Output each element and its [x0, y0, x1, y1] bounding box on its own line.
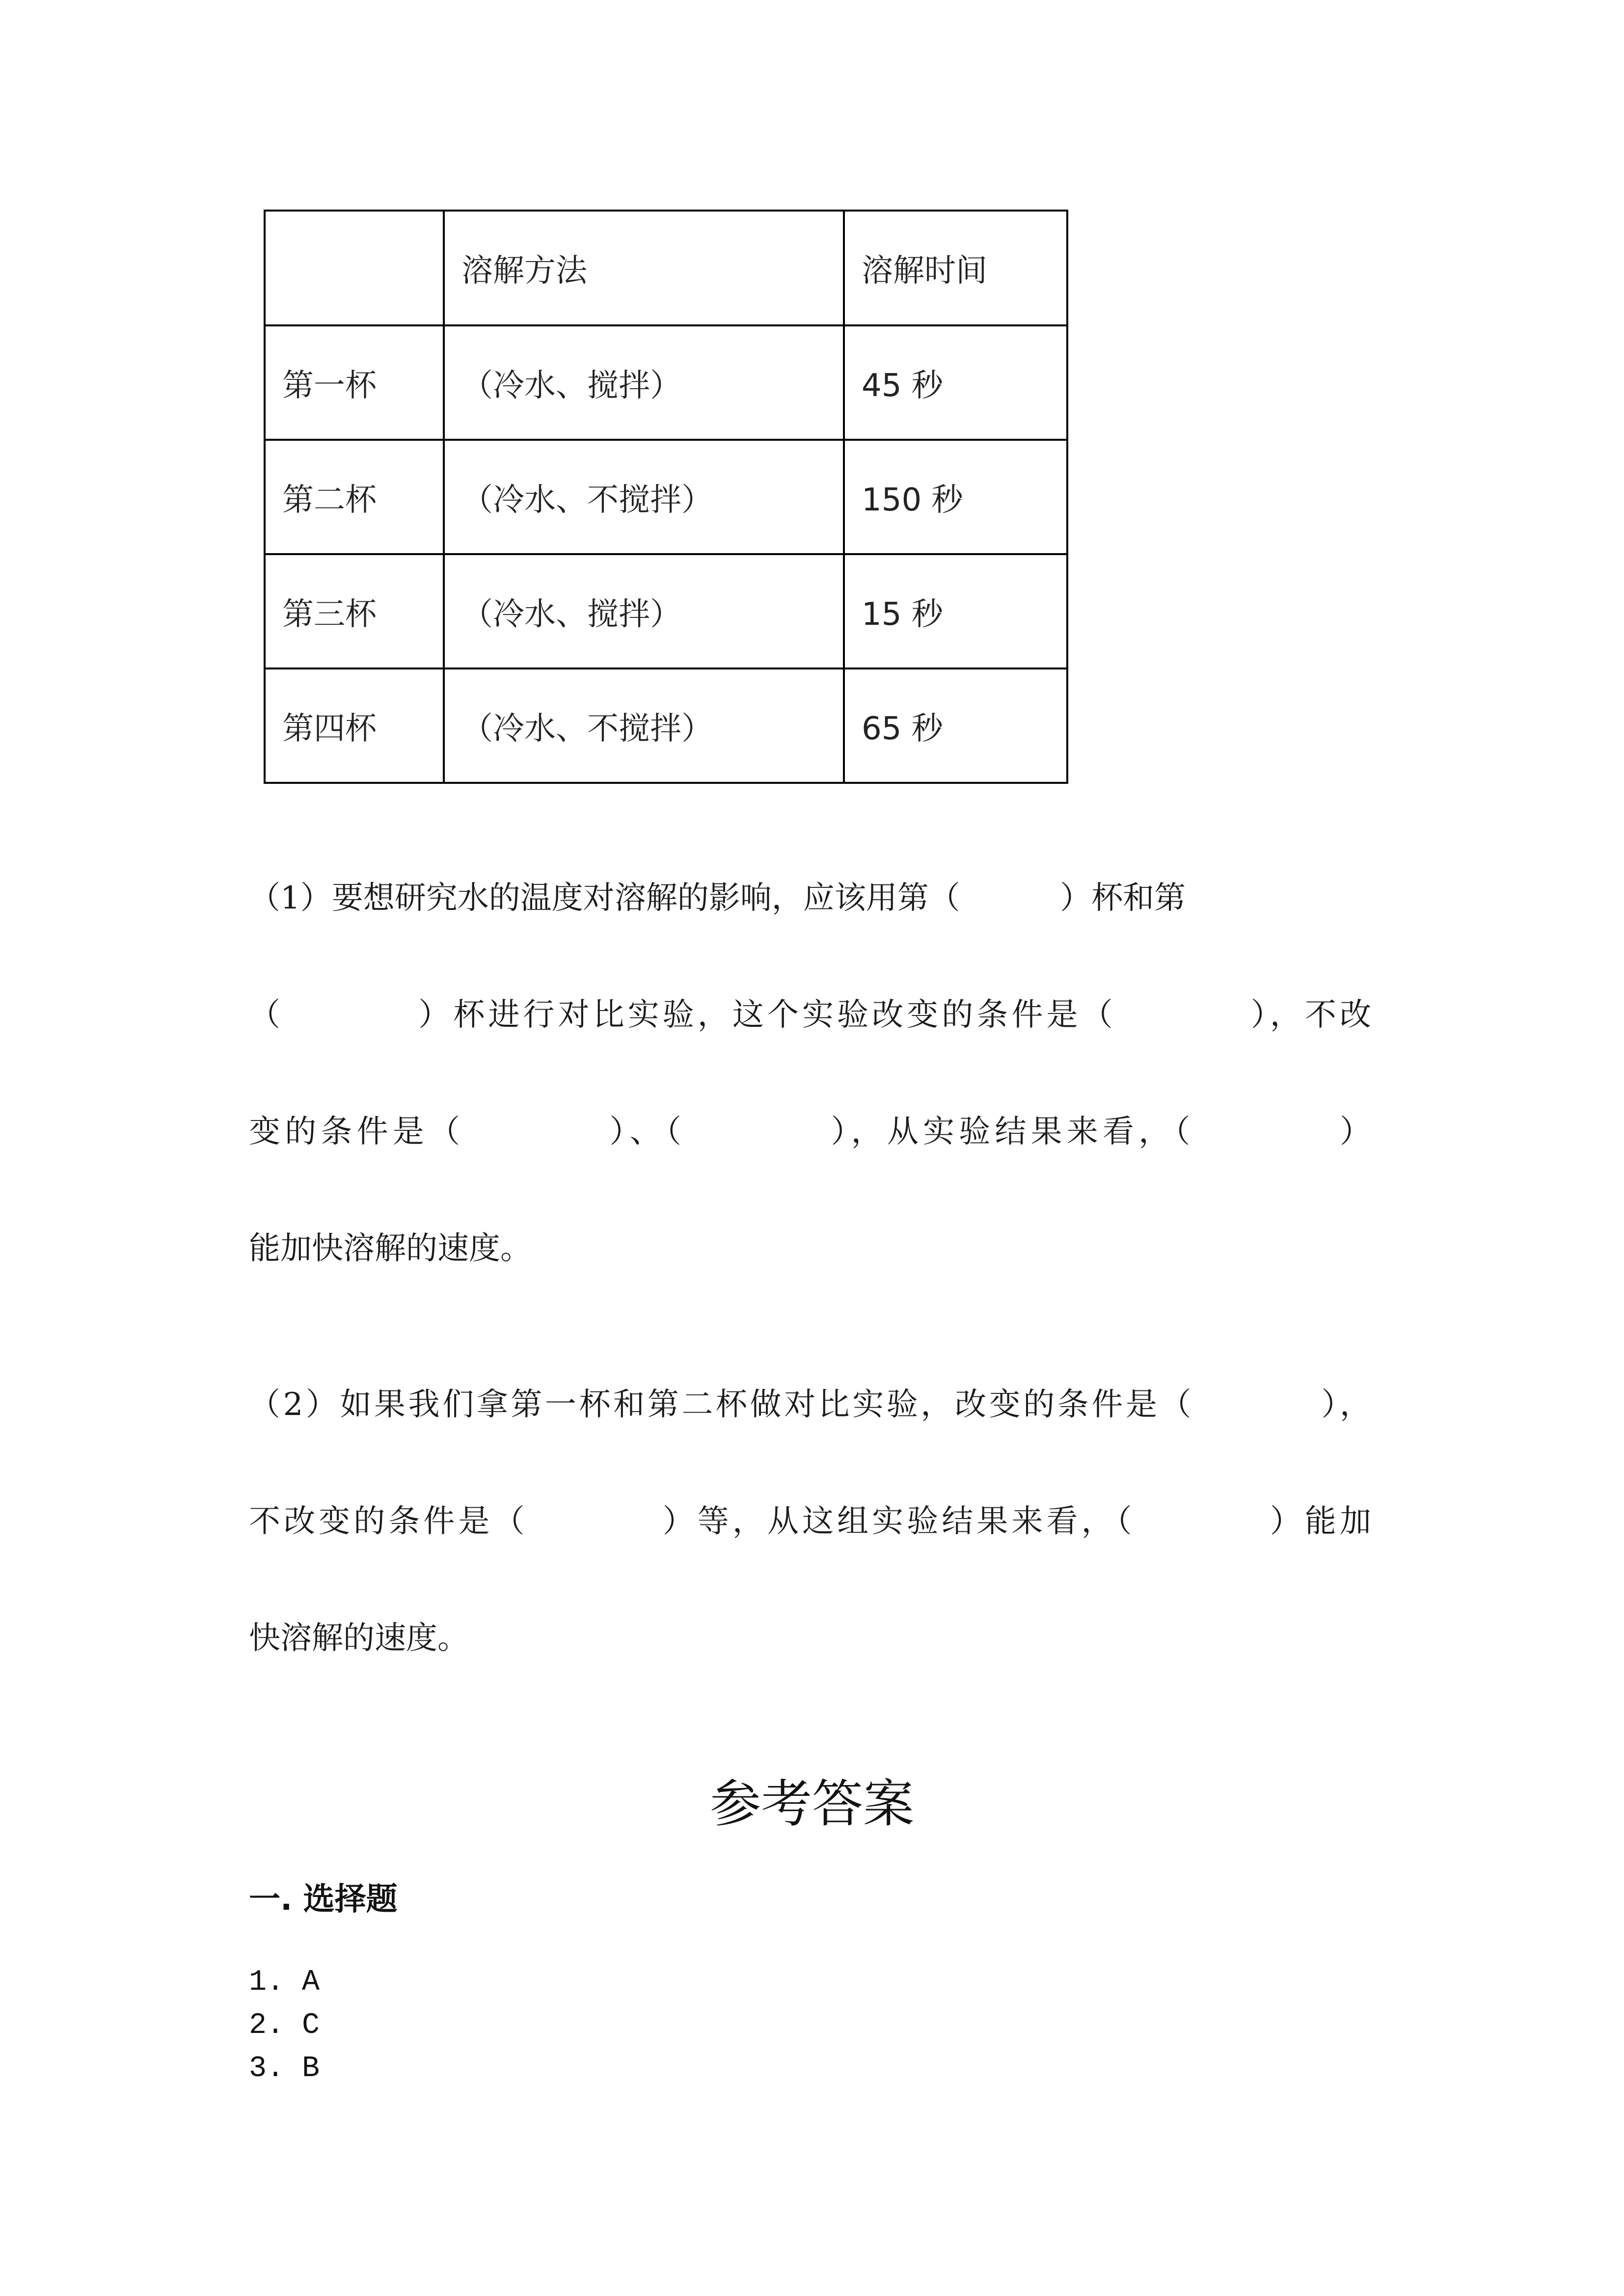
- question-2-line-1: （2）如果我们拿第一杯和第二杯做对比实验，改变的条件是（ ），: [249, 1387, 1371, 1423]
- answer-list: [249, 1961, 320, 2090]
- answer-item: 1. A: [249, 1966, 320, 1999]
- table-cell: 15 秒: [844, 554, 1067, 668]
- table-cell: 第二杯: [265, 440, 444, 554]
- question-1-line-1: （1）要想研究水的温度对溶解的影响，应该用第（ ）杯和第: [249, 880, 1186, 916]
- table-row: [265, 554, 1067, 668]
- table-cell: 150 秒: [844, 440, 1067, 554]
- question-1-line-2: （ ）杯进行对比实验，这个实验改变的条件是（ ），不改: [249, 997, 1371, 1033]
- table-row: [265, 325, 1067, 440]
- question-2-line-2: 不改变的条件是（ ）等，从这组实验结果来看，（ ）能加: [249, 1503, 1371, 1540]
- table-row: [265, 668, 1067, 783]
- question-1-line-3: 变的条件是（ ）、（ ），从实验结果来看，（ ）: [249, 1114, 1371, 1150]
- table-cell: （冷水、搅拌）: [444, 554, 844, 668]
- question-1-line-4: 能加快溶解的速度。: [249, 1230, 532, 1267]
- section-title: 一. 选择题: [249, 1881, 398, 1918]
- table-cell: 45 秒: [844, 325, 1067, 440]
- table-header-cell: [265, 211, 444, 325]
- answer-title: 参考答案: [709, 1774, 914, 1834]
- answer-item: 2. C: [249, 2009, 320, 2042]
- table-cell: （冷水、搅拌）: [444, 325, 844, 440]
- experiment-table: [264, 210, 1068, 784]
- table-header-row: [265, 211, 1067, 325]
- table-header-cell: 溶解方法: [444, 211, 844, 325]
- table-header-cell: 溶解时间: [844, 211, 1067, 325]
- table-cell: 65 秒: [844, 668, 1067, 783]
- table-cell: 第一杯: [265, 325, 444, 440]
- table-cell: 第三杯: [265, 554, 444, 668]
- table-cell: 第四杯: [265, 668, 444, 783]
- table-row: [265, 440, 1067, 554]
- answer-item: 3. B: [249, 2052, 320, 2085]
- question-2-line-3: 快溶解的速度。: [249, 1620, 469, 1656]
- table-cell: （冷水、不搅拌）: [444, 440, 844, 554]
- table-cell: （冷水、不搅拌）: [444, 668, 844, 783]
